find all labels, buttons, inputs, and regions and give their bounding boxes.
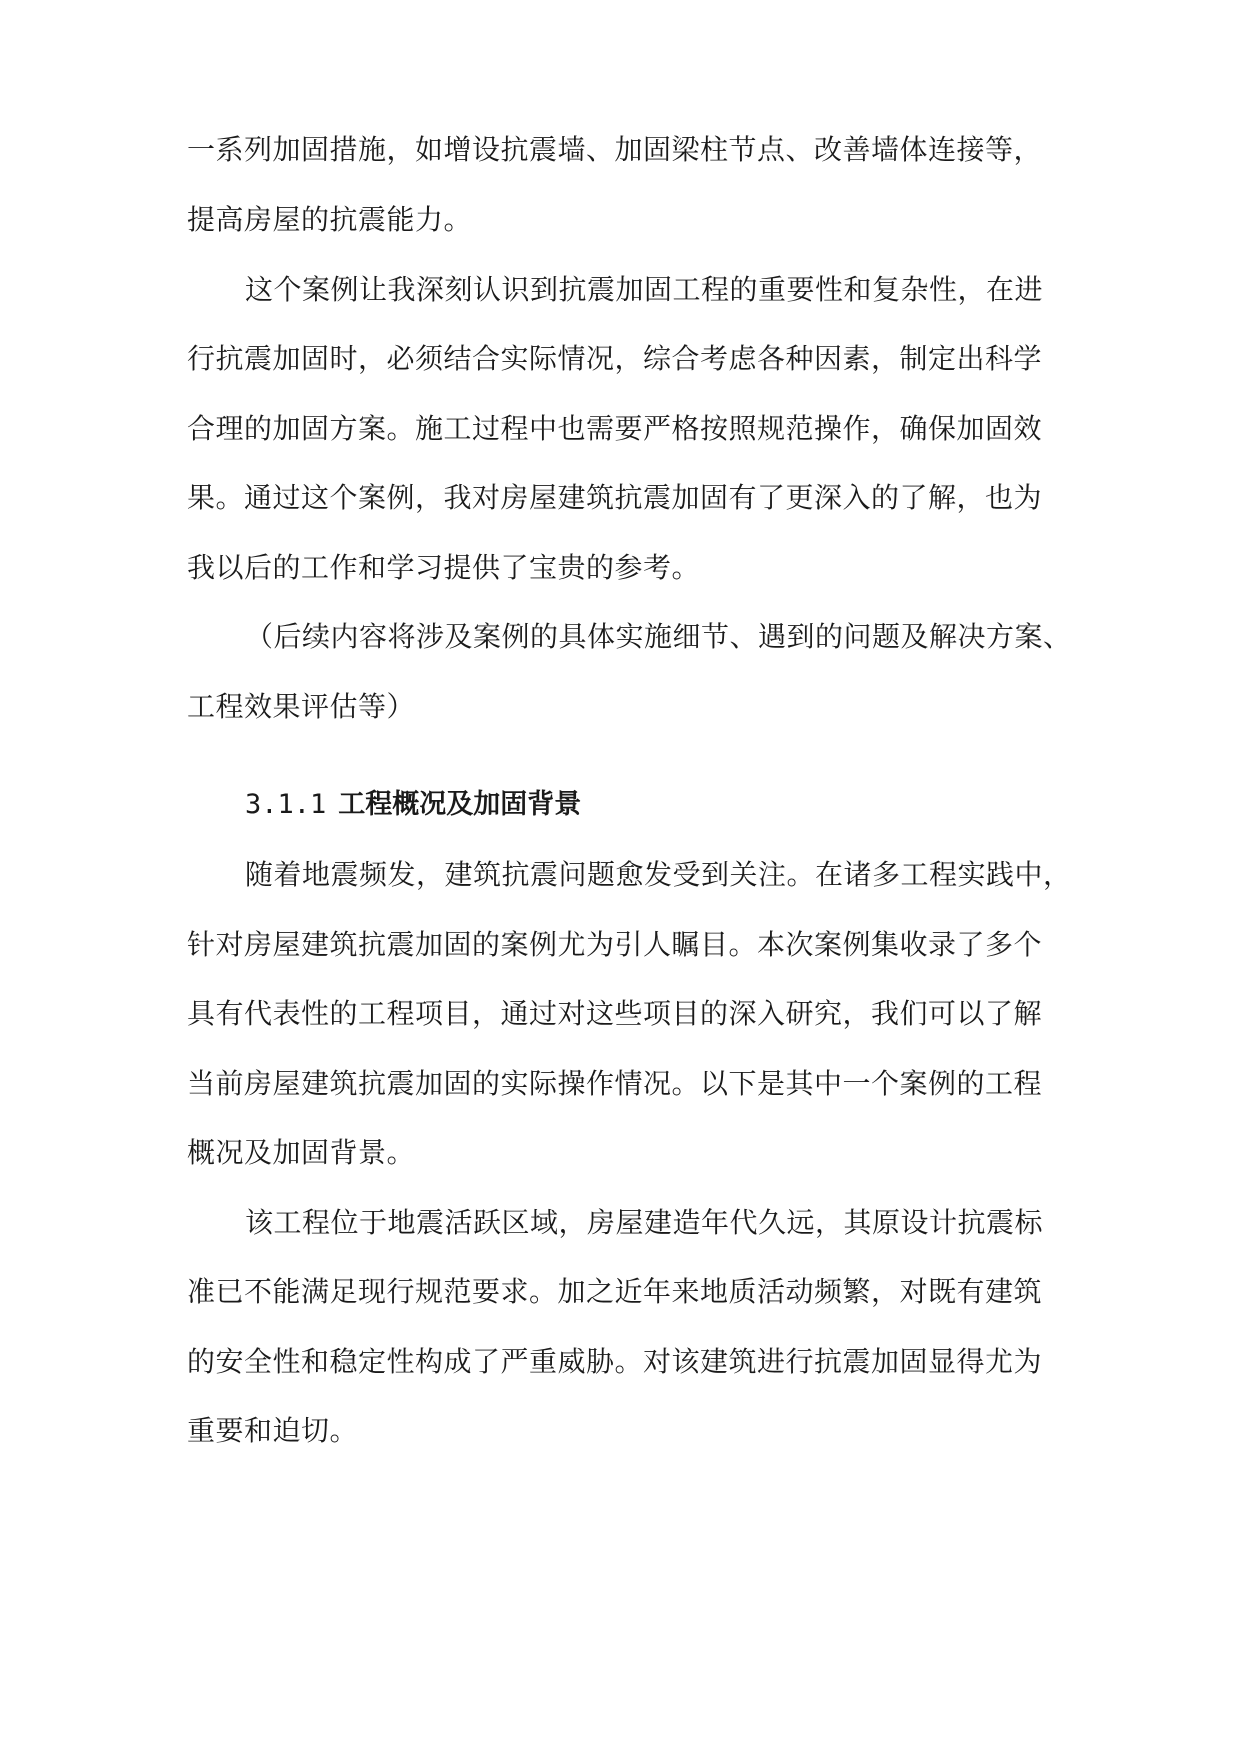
- para4-line-2: 针对房屋建筑抗震加固的案例尤为引人瞩目。本次案例集收录了多个: [187, 928, 1043, 961]
- para3-line-1: （后续内容将涉及案例的具体实施细节、遇到的问题及解决方案、: [245, 620, 1072, 653]
- para5-line-2: 准已不能满足现行规范要求。加之近年来地质活动频繁，对既有建筑: [187, 1275, 1043, 1308]
- para2-line-3: 合理的加固方案。施工过程中也需要严格按照规范操作，确保加固效: [187, 412, 1043, 445]
- section-title: 工程概况及加固背景: [338, 789, 582, 820]
- para5-line-4: 重要和迫切。: [187, 1414, 359, 1447]
- para2-line-2: 行抗震加固时，必须结合实际情况，综合考虑各种因素，制定出科学: [187, 342, 1043, 375]
- para4-line-4: 当前房屋建筑抗震加固的实际操作情况。以下是其中一个案例的工程: [187, 1067, 1043, 1100]
- para5-line-3: 的安全性和稳定性构成了严重威胁。对该建筑进行抗震加固显得尤为: [187, 1345, 1043, 1378]
- para2-line-1: 这个案例让我深刻认识到抗震加固工程的重要性和复杂性，在进: [245, 273, 1044, 306]
- para1-line-1: 一系列加固措施，如增设抗震墙、加固梁柱节点、改善墙体连接等，: [187, 133, 1043, 166]
- section-heading: [245, 788, 581, 822]
- para4-line-1: 随着地震频发，建筑抗震问题愈发受到关注。在诸多工程实践中，: [245, 858, 1072, 891]
- para1-line-2: 提高房屋的抗震能力。: [187, 203, 473, 236]
- section-number: 3.1.1: [245, 789, 327, 820]
- para3-line-2: 工程效果评估等）: [187, 690, 416, 723]
- para2-line-4: 果。通过这个案例，我对房屋建筑抗震加固有了更深入的了解，也为: [187, 481, 1043, 514]
- para5-line-1: 该工程位于地震活跃区域，房屋建造年代久远，其原设计抗震标: [245, 1206, 1044, 1239]
- para4-line-3: 具有代表性的工程项目，通过对这些项目的深入研究，我们可以了解: [187, 997, 1043, 1030]
- para4-line-5: 概况及加固背景。: [187, 1136, 416, 1169]
- para2-line-5: 我以后的工作和学习提供了宝贵的参考。: [187, 551, 701, 584]
